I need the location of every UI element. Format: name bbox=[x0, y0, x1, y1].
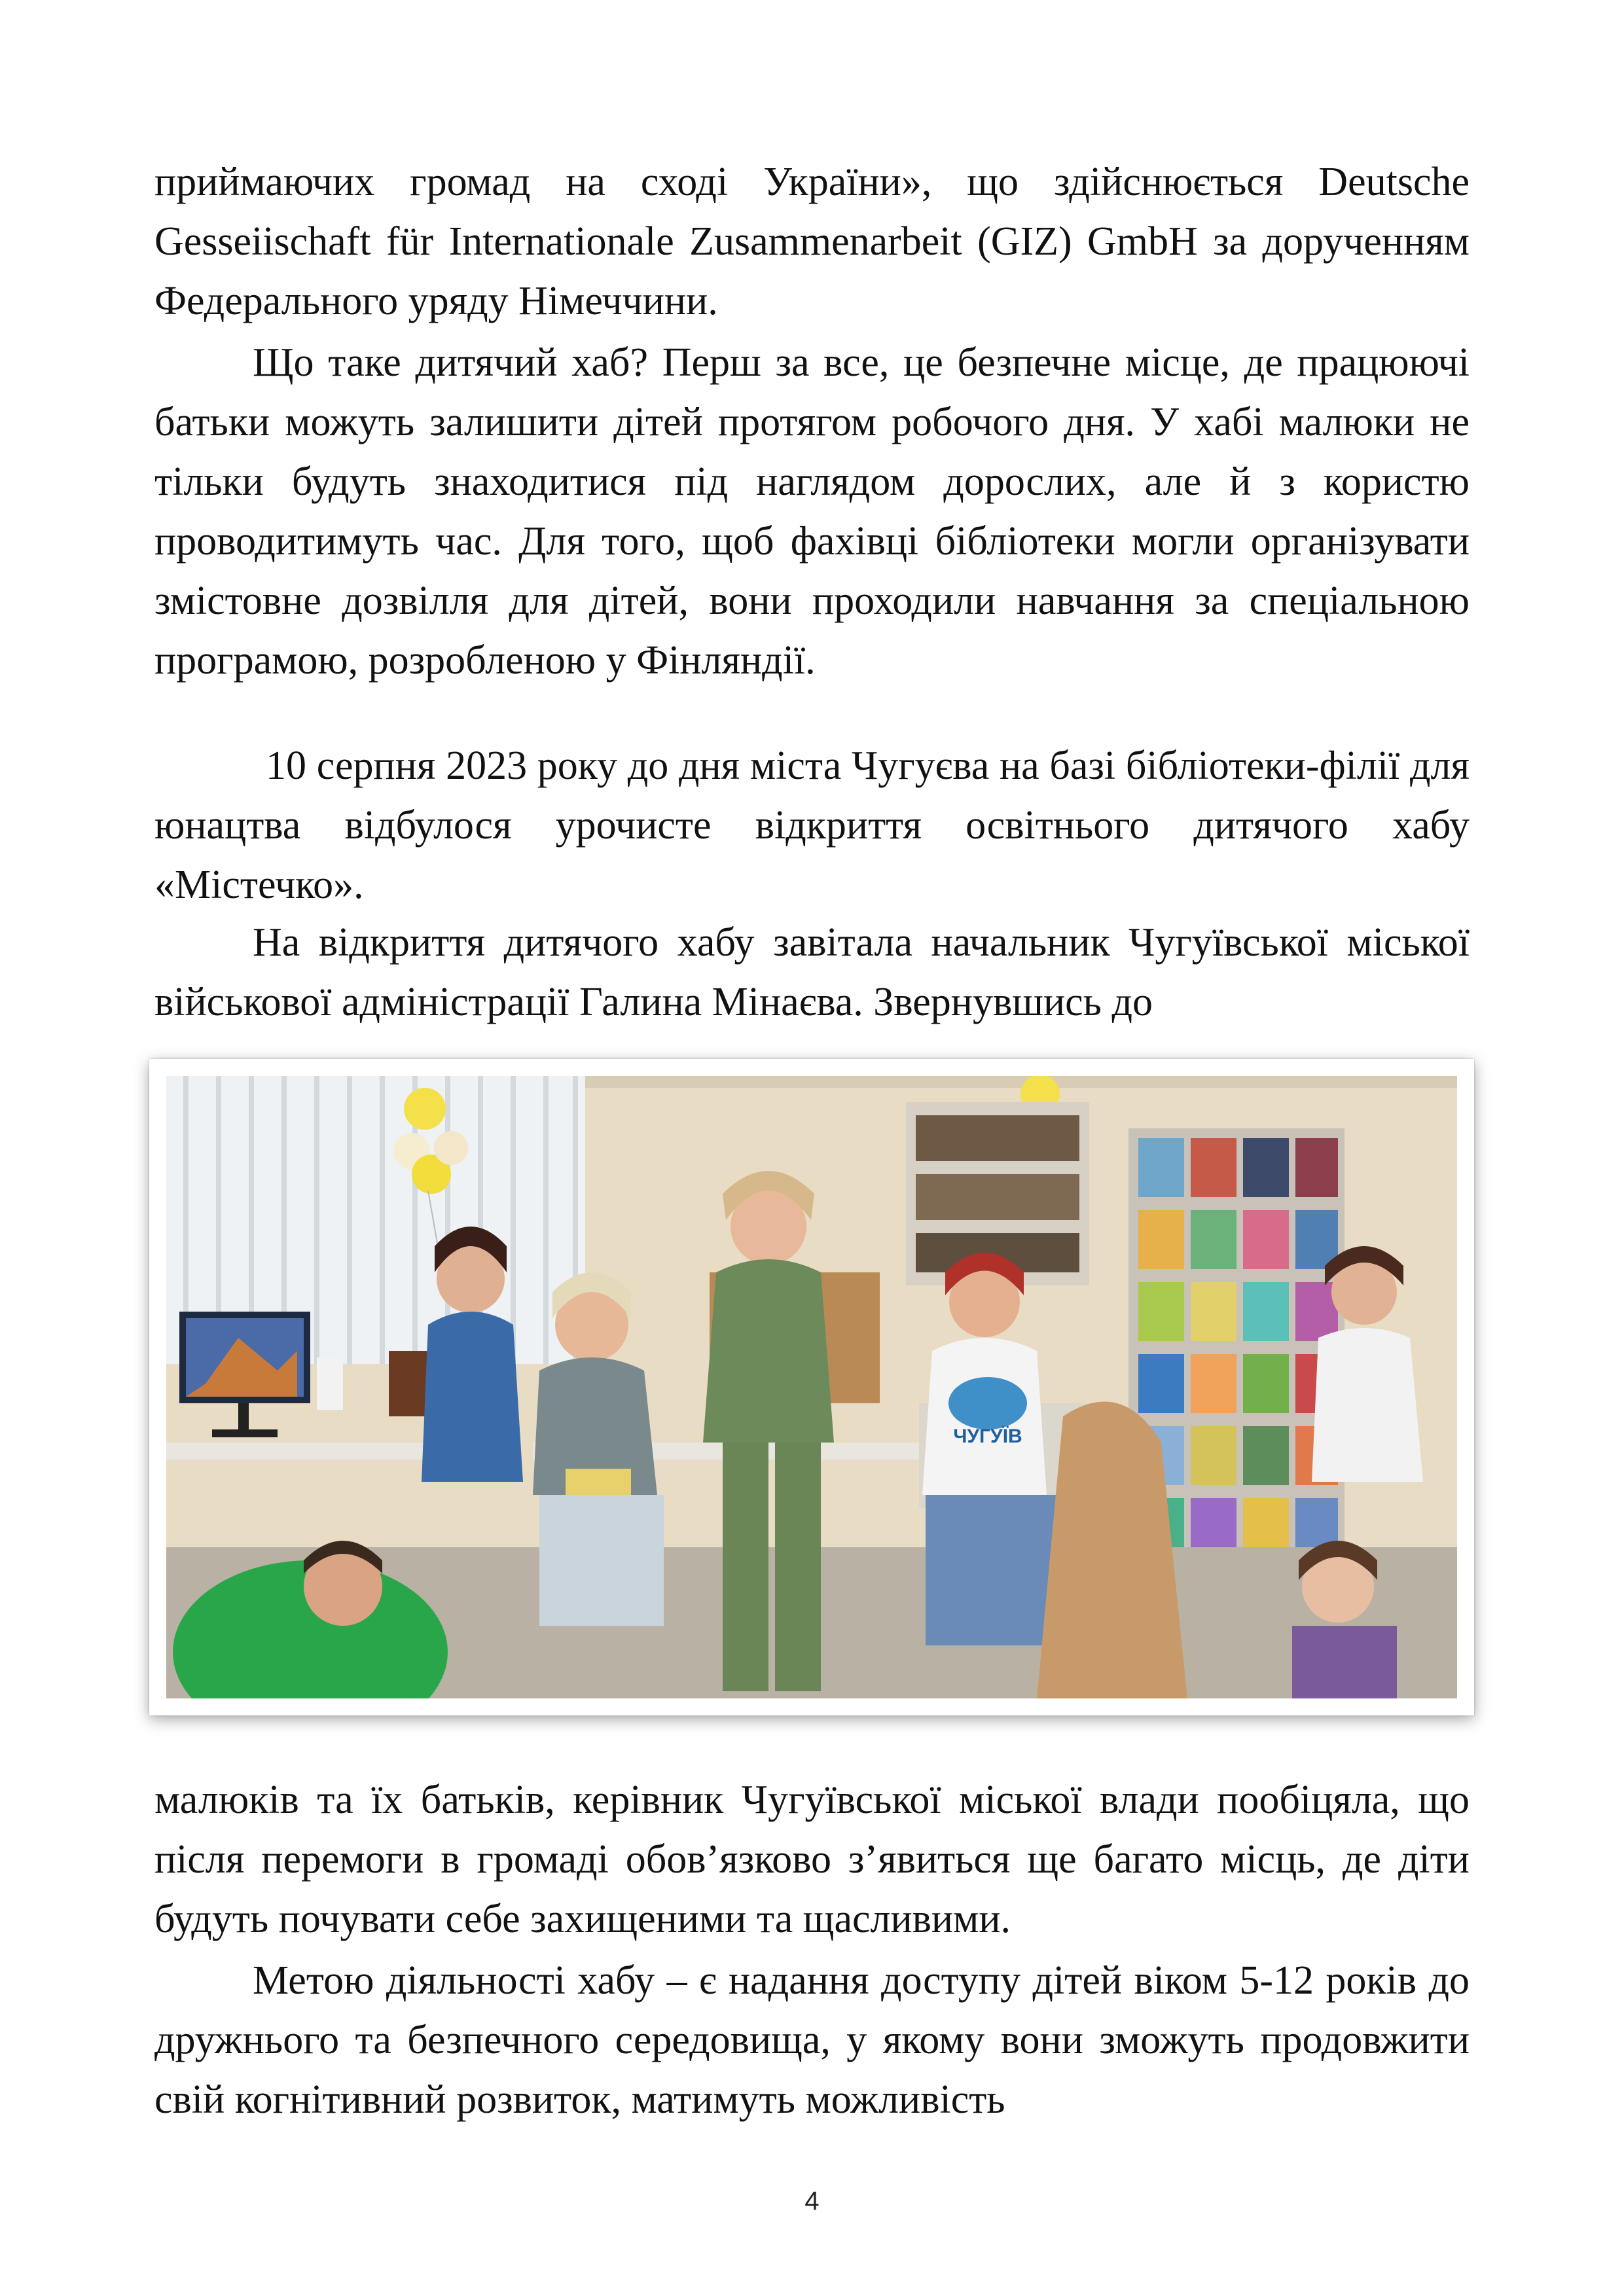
event-photo bbox=[149, 1059, 1474, 1715]
page-number: 4 bbox=[804, 2187, 820, 2215]
paragraph-6: Метою діяльності хабу – є надання доступу дітей віком 5-12 років до дружнього та безпечного середовища, у якому вони зможуть продовжити свій когнітивний розвиток, матимуть можливість bbox=[154, 1958, 1470, 2122]
paragraph-4: На відкриття дитячого хабу завітала начальник Чугуївської міської військової адміністрації Галина Мінаєва. Звернувшись до bbox=[154, 920, 1470, 1024]
paragraph-5: малюків та їх батьків, керівник Чугуївської міської влади пообіцяла, що після перемоги в громаді обов’язково з’явиться ще багато місць, де діти будуть почувати себе захищеними та щасливими. bbox=[154, 1778, 1470, 1941]
paragraph-2: Що таке дитячий хаб? Перш за все, це безпечне місце, де працюючі батьки можуть залишити дітей протягом робочого дня. У хабі малюки не тільки будуть знаходитися під наглядом дорослих, але й з користю проводитимуть час. Для того, щоб фахівці бібліотеки могли організувати змістовне дозвілля для дітей, вони проходили навчання за спеціальною програмою, розробленою у Фінляндії. bbox=[154, 340, 1470, 683]
paragraph-3: 10 серпня 2023 року до дня міста Чугуєва на базі бібліотеки-філії для юнацтва відбулося урочисте відкриття освітнього дитячого хабу «Містечко». bbox=[154, 744, 1470, 907]
photo-illustration bbox=[166, 1076, 1457, 1698]
shirt-text: ЧУГУЇВ bbox=[953, 1426, 1022, 1447]
paragraph-1: приймаючих громад на сході України», що здійснюється Deutsche Gesseiischaft für Internationale Zusammenarbeit (GIZ) GmbH за дорученням Федерального уряду Німеччини. bbox=[154, 160, 1470, 323]
